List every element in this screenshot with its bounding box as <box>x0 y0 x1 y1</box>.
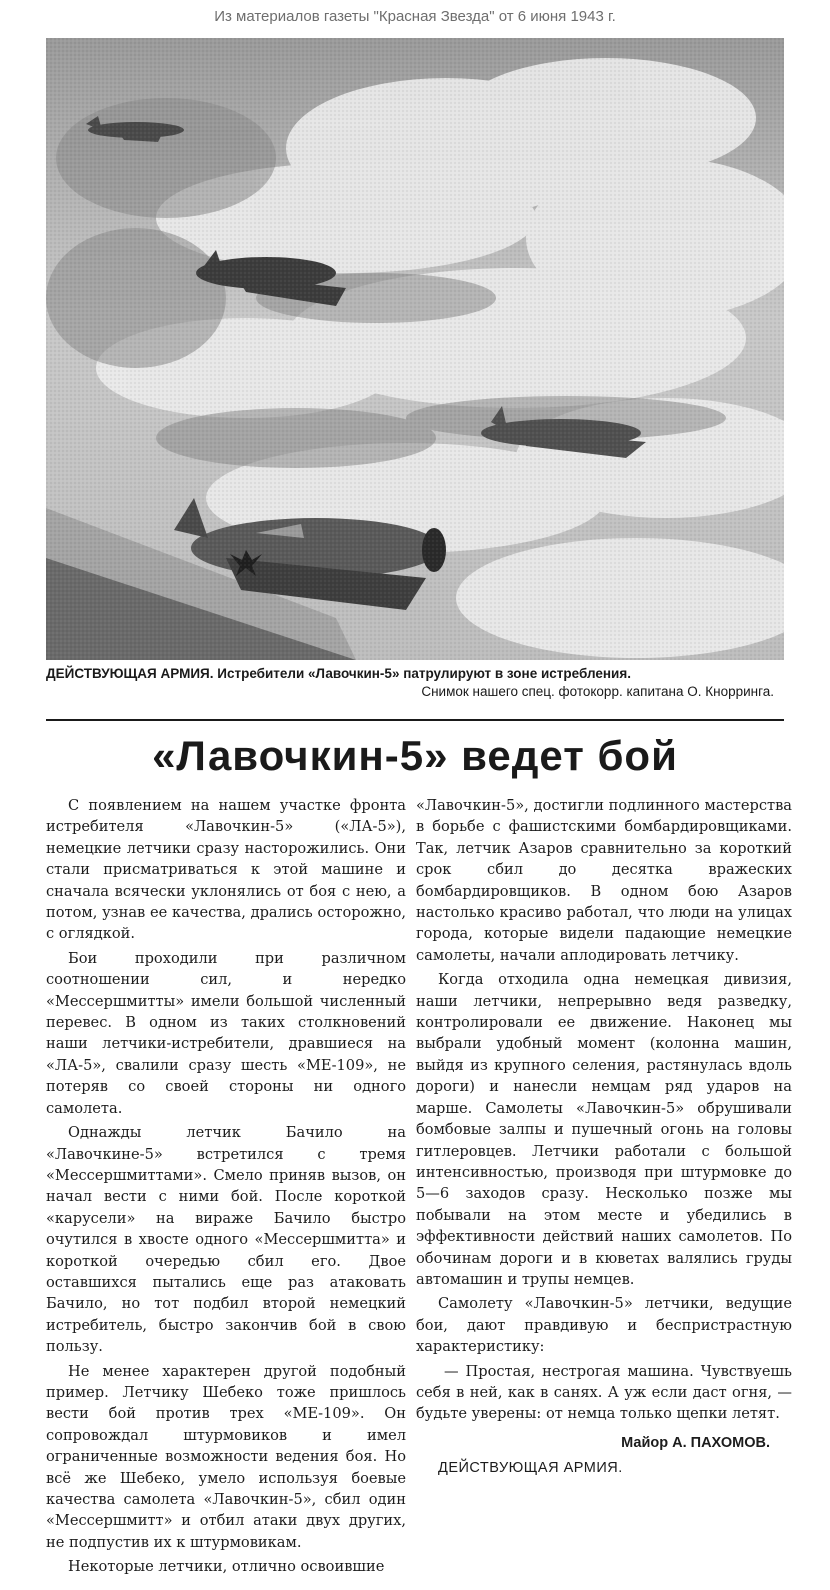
left-paragraph-3: Однажды летчик Бачило на «Лавочкине-5» встретился с тремя «Мессершмиттами». Смело приняв вызов, он начал вести с ними бой. После короткой «карусели» на вираже Бачило быстро очутился в хвосте одного «Мессершмитта» и короткой очередью сбил его. Двое оставшихся пытались еще раз атаковать Бачило, но тот подбил второй немецкий истребитель, быстро закончив бой в свою пользу. <box>46 1124 406 1356</box>
left-paragraph-2: Бои проходили при различном соотношении сил, и нередко «Мессершмитты» имели большой численный перевес. В одном из таких столкновений наши летчики-истребители, дравшиеся на «ЛА-5», свалили сразу шесть «МЕ-109», не потеряв со своей стороны ни одного самолета. <box>46 949 406 1117</box>
article-left-column <box>46 795 406 1581</box>
section-rule <box>46 719 784 721</box>
newspaper-photo <box>46 38 784 660</box>
left-paragraph-4: Не менее характерен другой подобный пример. Летчику Шебеко тоже пришлось вести бой против трех «МЕ-109». Он сопровождал штурмовиков и имел ограниченные возможности ведения боя. Но всё же Шебеко, умело используя боевые качества самолета «Лавочкин-5», сбил один «Мессершмитт» и отбил атаки двух других, не подпустив их к штурмовикам. <box>46 1362 406 1551</box>
left-paragraph-1: С появлением на нашем участке фронта истребителя «Лавочкин-5» («ЛА-5»), немецкие летчики сразу насторожились. Они стали присматриваться к этой машине и сначала всячески уклонялись от боя с нею, а потом, узнав ее качества, дрались осторожно, с оглядкой. <box>46 797 406 943</box>
left-paragraph-5: Некоторые летчики, отлично освоившие <box>68 1558 385 1576</box>
dateline-place: ДЕЙСТВУЮЩАЯ АРМИЯ. <box>438 1460 623 1477</box>
right-continuation: «Лавочкин-5», достигли подлинного мастерства в борьбе с фашистскими бомбардировщиками. Так, летчик Азаров сравнительно за короткий срок сбил до десятка вражеских бомбардировщиков. В одном бою Азаров настолько красиво работал, что люди на улицах города, которые видели падающие немецкие самолеты, начали аплодировать летчику. <box>416 797 792 964</box>
photo-caption <box>46 664 784 701</box>
caption-lead: ДЕЙСТВУЮЩАЯ АРМИЯ. <box>46 666 214 681</box>
photo-credit: Снимок нашего спец. фотокорр. капитана О. Кнорринга. <box>421 684 774 699</box>
author-signature: Майор А. ПАХОМОВ. <box>621 1434 770 1451</box>
article-right-column <box>416 795 792 1480</box>
article-headline: «Лавочкин-5» ведет бой <box>152 732 678 779</box>
caption-text: Истребители «Лавочкин-5» патрулируют в зоне истребления. <box>217 666 631 681</box>
pilot-quote: — Простая, нестрогая машина. Чувствуешь себя в ней, как в санях. А уж если даст огня, — будьте уверены: от немца только щепки летят. <box>416 1362 792 1423</box>
right-paragraph-1: Когда отходила одна немецкая дивизия, наши летчики, непрерывно ведя разведку, контролировали ее движение. Наконец мы выбрали удобный момент (колонна машин, выйдя из крупного селения, растянулась вдоль дороги) и нанесли немцам ряд ударов на марше. Самолеты «Лавочкин-5» обрушивали бомбовые залпы и пушечный огонь на головы гитлеровцев. Летчики работали с большой интенсивностью, производя при штурмовке до 5—6 заходов сразу. Несколько позже мы побывали на этом месте и убедились в эффективности действий наших самолетов. По обочинам дороги и в кюветах валялись груды автомашин и трупы немцев. <box>416 971 792 1288</box>
source-note: Из материалов газеты "Красная Звезда" от 6 июня 1943 г. <box>214 8 616 25</box>
right-paragraph-2: Самолету «Лавочкин-5» летчики, ведущие бои, дают правдивую и беспристрастную характеристику: <box>416 1295 792 1356</box>
